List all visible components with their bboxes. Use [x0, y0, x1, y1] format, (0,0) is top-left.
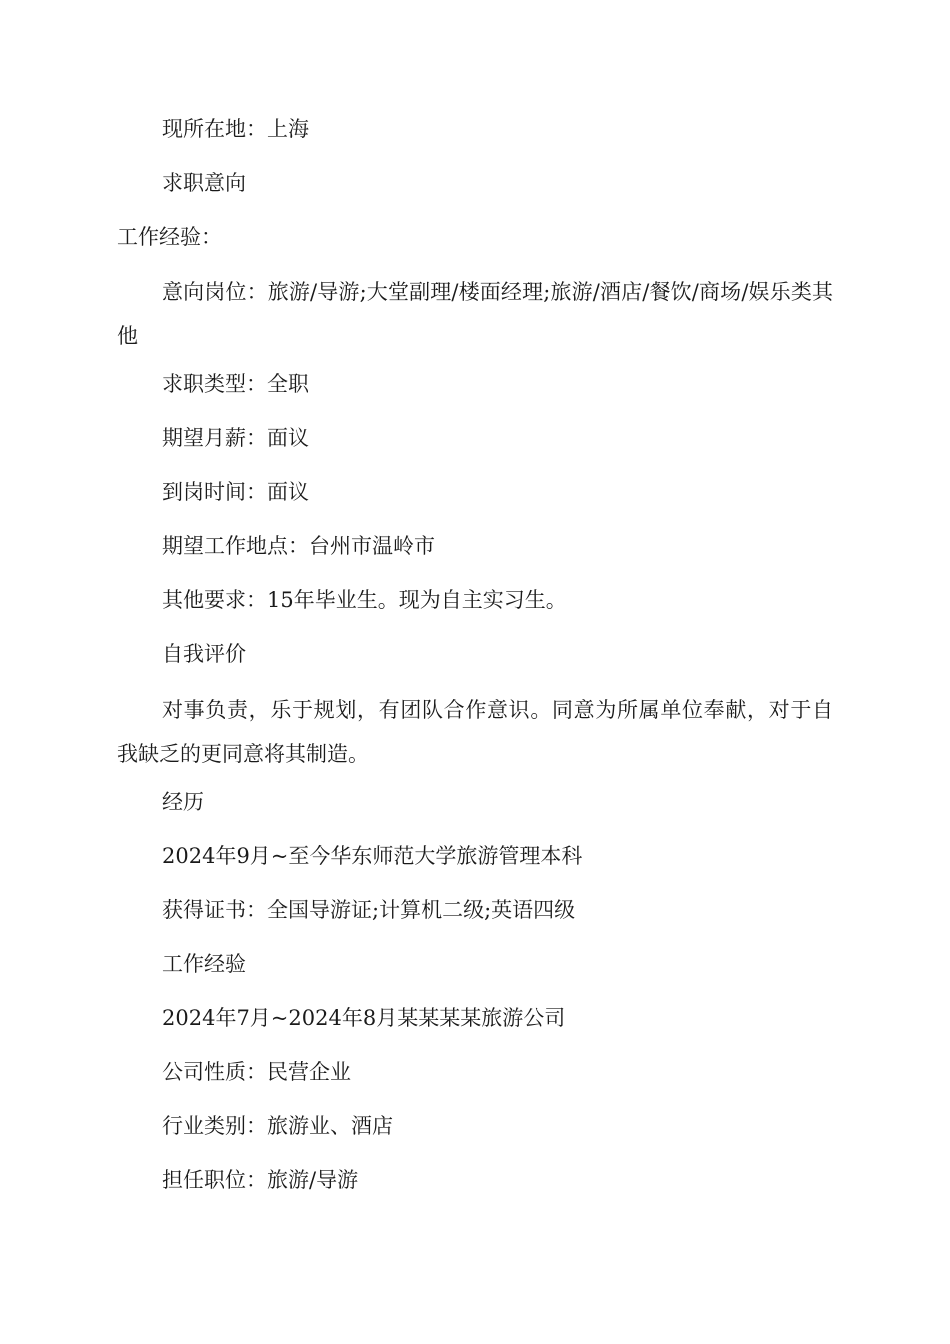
work-experience-heading: 工作经验 [162, 952, 246, 976]
other-requirements-line: 其他要求：15年毕业生。现为自主实习生。 [162, 588, 567, 612]
self-evaluation-heading: 自我评价 [162, 642, 246, 666]
industry-line: 行业类别：旅游业、酒店 [162, 1114, 393, 1138]
certificates-line: 获得证书：全国导游证;计算机二级;英语四级 [162, 898, 576, 922]
expected-salary-line: 期望月薪：面议 [162, 426, 309, 450]
work-experience-label: 工作经验： [117, 225, 222, 249]
job-intention-heading: 求职意向 [162, 171, 246, 195]
experience-heading: 经历 [162, 790, 204, 814]
job-type-line: 求职类型：全职 [162, 372, 309, 396]
desired-position-paragraph: 意向岗位：旅游/导游;大堂副理/楼面经理;旅游/酒店/餐饮/商场/娱乐类其他 [117, 280, 833, 348]
employment-period-line: 2024年7月~2024年8月某某某某旅游公司 [162, 1006, 566, 1030]
education-line: 2024年9月~至今华东师范大学旅游管理本科 [162, 844, 583, 868]
self-evaluation-paragraph: 对事负责，乐于规划，有团队合作意识。同意为所属单位奉献，对于自我缺乏的更同意将其制造。 [117, 698, 833, 766]
document-page [117, 0, 833, 1344]
start-time-line: 到岗时间：面议 [162, 480, 309, 504]
company-nature-line: 公司性质：民营企业 [162, 1060, 351, 1084]
position-held-line: 担任职位：旅游/导游 [162, 1168, 359, 1192]
expected-location-line: 期望工作地点：台州市温岭市 [162, 534, 435, 558]
current-location-line: 现所在地：上海 [162, 117, 309, 141]
